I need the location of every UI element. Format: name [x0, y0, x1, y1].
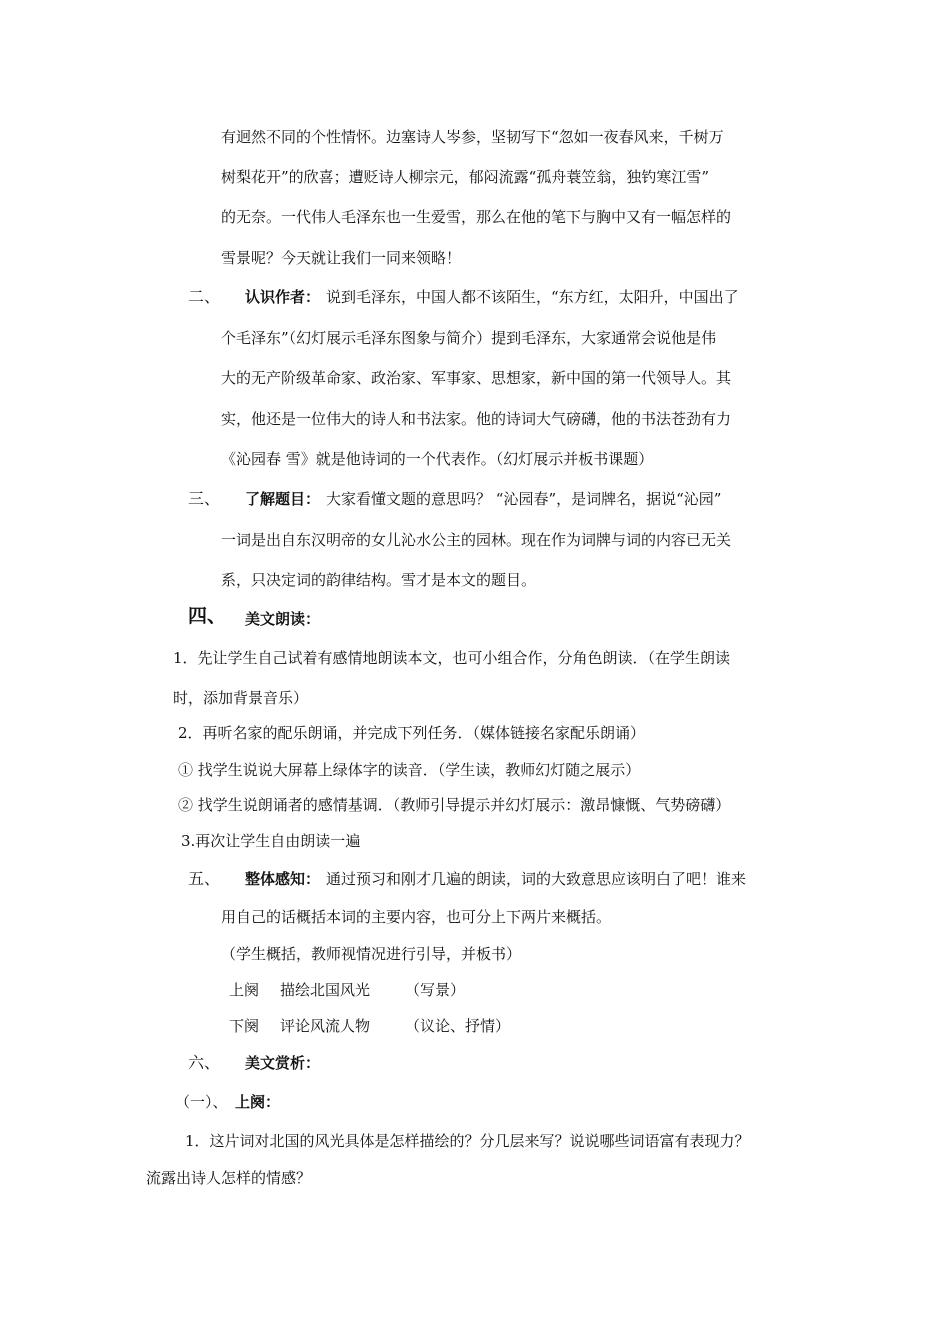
- summary-content: 评论风流人物: [280, 1017, 371, 1035]
- summary-note: （写景）: [405, 981, 466, 999]
- list-item: 时，添加背景音乐）: [173, 689, 309, 707]
- subsection-prefix: （一）、: [175, 1093, 228, 1111]
- section-number: 三、: [188, 489, 221, 508]
- section-heading: 了解题目：: [245, 490, 321, 508]
- section-number: 二、: [188, 287, 221, 306]
- list-item: 2．再听名家的配乐朗诵，并完成下列任务．（媒体链接名家配乐朗诵）: [178, 724, 646, 742]
- section-heading: 整体感知：: [245, 870, 321, 888]
- intro-line: 有迥然不同的个性情怀。边塞诗人岑参，坚韧写下“忽如一夜春风来，千树万: [221, 128, 724, 146]
- section-text: 实，他还是一位伟大的诗人和书法家。他的诗词大气磅礴，他的书法苍劲有力: [221, 410, 732, 428]
- subsection-heading: 上阕：: [235, 1093, 281, 1111]
- intro-line: 树梨花开”的欣喜；遭贬诗人柳宗元，郁闷流露“孤舟蓑笠翁，独钓寒江雪”: [221, 168, 710, 186]
- section-text: 大家看懂文题的意思吗？ “沁园春”，是词牌名，据说“沁园”: [326, 490, 722, 508]
- section-text: 大的无产阶级革命家、政治家、军事家、思想家，新中国的第一代领导人。其: [221, 369, 732, 387]
- list-item: ② 找学生说朗诵者的感情基调．（教师引导提示并幻灯展示：激昂慷慨、气势磅礴）: [178, 796, 731, 814]
- question: 1．这片词对北国的风光具体是怎样描绘的？分几层来写？说说哪些词语富有表现力？: [185, 1132, 750, 1150]
- summary-note: （议论、抒情）: [405, 1017, 511, 1035]
- section-text: 《沁园春 雪》就是他诗词的一个代表作。（幻灯展示并板书课题）: [221, 450, 654, 468]
- summary-content: 描绘北国风光: [280, 981, 371, 999]
- section-heading: 美文赏析：: [245, 1054, 321, 1072]
- summary-part: 下阕: [229, 1017, 260, 1035]
- section-number: 六、: [188, 1053, 221, 1072]
- section-text: 通过预习和刚才几遍的朗读，词的大致意思应该明白了吧！谁来: [326, 870, 747, 888]
- section-text: 个毛泽东”（幻灯展示毛泽东图象与简介）提到毛泽东，大家通常会说他是伟: [221, 329, 717, 347]
- intro-line: 的无奈。一代伟人毛泽东也一生爱雪，那么在他的笔下与胸中又有一幅怎样的: [221, 208, 732, 226]
- section-number: 五、: [188, 869, 221, 888]
- list-item: 1．先让学生自己试着有感情地朗读本文，也可小组合作，分角色朗读．（在学生朗读: [173, 649, 731, 667]
- section-text: 说到毛泽东，中国人都不该陌生，“东方红，太阳升，中国出了: [326, 288, 739, 306]
- question: 流露出诗人怎样的情感？: [146, 1169, 312, 1187]
- section-heading: 美文朗读：: [245, 610, 321, 628]
- section-text: 系，只决定词的韵律结构。雪才是本文的题目。: [221, 571, 537, 589]
- section-text: 用自己的话概括本词的主要内容，也可分上下两片来概括。: [221, 908, 612, 926]
- list-item: 3.再次让学生自由朗读一遍: [181, 832, 361, 850]
- section-heading: 认识作者：: [245, 288, 321, 306]
- section-text: （学生概括，教师视情况进行引导，并板书）: [221, 945, 522, 963]
- intro-line: 雪景呢？今天就让我们一同来领略！: [221, 249, 462, 267]
- section-number: 四、: [188, 605, 227, 627]
- section-text: 一词是出自东汉明帝的女儿沁水公主的园林。现在作为词牌与词的内容已无关: [221, 531, 732, 549]
- list-item: ① 找学生说说大屏幕上绿体字的读音．（学生读，教师幻灯随之展示）: [178, 761, 641, 779]
- summary-part: 上阕: [229, 981, 260, 999]
